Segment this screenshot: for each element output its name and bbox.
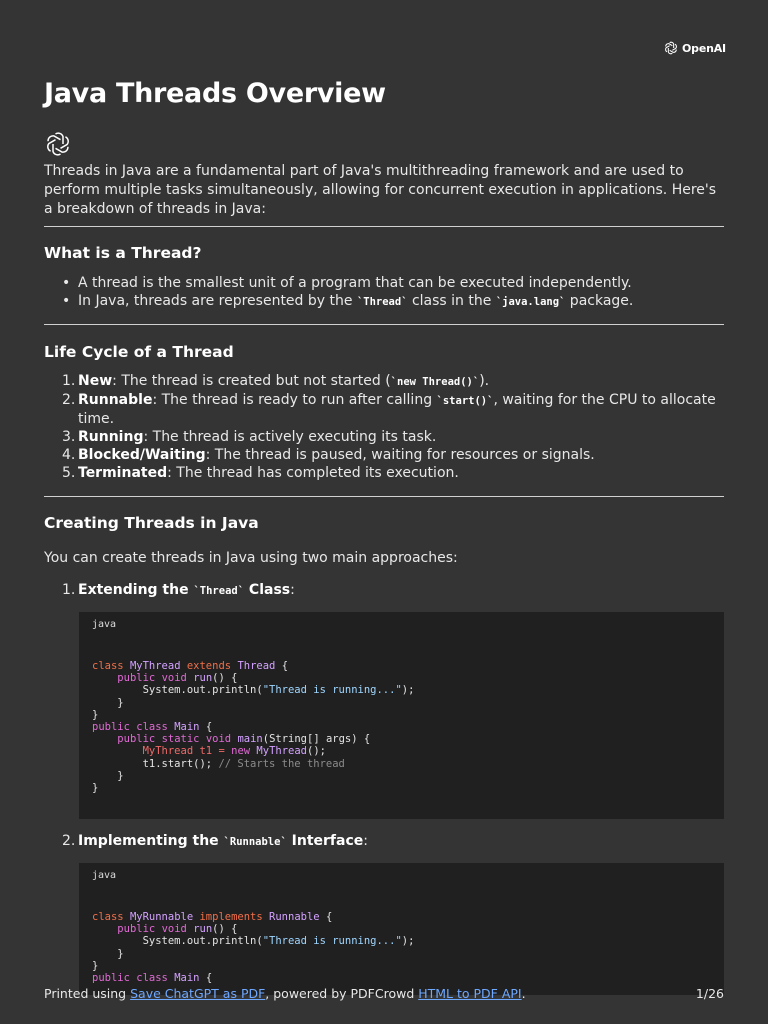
list-item: 3. Running: The thread is actively executing its task. (62, 429, 437, 445)
list-item: 2. Runnable: The thread is ready to run after calling `start()`, waiting for the CPU to allocate time. (62, 392, 716, 427)
page-number: 1/26 (695, 986, 724, 1001)
divider (44, 496, 724, 497)
inline-code: `new Thread()` (390, 376, 480, 388)
code-block (79, 863, 724, 995)
list-item: • In Java, threads are represented by the `Thread` class in the `java.lang` package. (44, 292, 724, 311)
inline-code: `start()` (436, 395, 494, 407)
page-footer (44, 986, 724, 1002)
list-item: 1. New: The thread is created but not started (`new Thread()`). (62, 373, 490, 389)
code-language-label: java (92, 619, 117, 630)
section-heading-what-is-thread: What is a Thread? (44, 244, 202, 262)
step-implementing-runnable: 2. Implementing the `Runnable` Interface: (62, 833, 368, 849)
inline-code: `Runnable` (223, 836, 287, 848)
code-content: class MyThread extends Thread { public void run() { System.out.println("Thread is running..."); } } public class Main { public static void main(String[] args) { MyThread t1 = new MyThread(); t1.start(); // Starts the thread } } (92, 660, 415, 795)
section-heading-life-cycle: Life Cycle of a Thread (44, 343, 234, 361)
page-title: Java Threads Overview (44, 78, 386, 109)
list-item: 5. Terminated: The thread has completed its execution. (62, 465, 459, 481)
code-language-label: java (92, 870, 117, 881)
intro-paragraph: Threads in Java are a fundamental part of Java's multithreading framework and are used to perform multiple tasks simultaneously, allowing for concurrent execution in applications. Here's a breakdown of threads in Java: (44, 163, 717, 217)
life-cycle-list (44, 372, 724, 482)
list-item: • A thread is the smallest unit of a program that can be executed independently. (44, 274, 724, 292)
step-extending-thread: 1. Extending the `Thread` Class: (62, 582, 295, 598)
inline-code: `Thread` (193, 585, 245, 597)
chatgpt-avatar-icon (44, 130, 72, 158)
code-content: class MyRunnable implements Runnable { public void run() { System.out.println("Thread is running..."); } } public class Main { (92, 911, 415, 985)
inline-code: `Thread` (356, 296, 408, 308)
section-heading-creating-threads: Creating Threads in Java (44, 514, 259, 532)
list-item: 4. Blocked/Waiting: The thread is paused, waiting for resources or signals. (62, 447, 595, 463)
openai-brand (663, 40, 726, 56)
brand-name: OpenAI (682, 41, 726, 55)
save-chatgpt-pdf-link[interactable]: Save ChatGPT as PDF (130, 986, 266, 1001)
html-to-pdf-api-link[interactable]: HTML to PDF API (418, 986, 522, 1001)
footer-credit: Printed using Save ChatGPT as PDF, powered by PDFCrowd HTML to PDF API. (44, 986, 526, 1001)
divider (44, 324, 724, 325)
inline-code: `java.lang` (495, 296, 566, 308)
document-page (44, 76, 724, 995)
code-block (79, 612, 724, 819)
thread-definition-list (44, 274, 724, 311)
approaches-intro: You can create threads in Java using two main approaches: (44, 550, 458, 566)
divider (44, 226, 724, 227)
openai-logo-icon (663, 40, 679, 56)
